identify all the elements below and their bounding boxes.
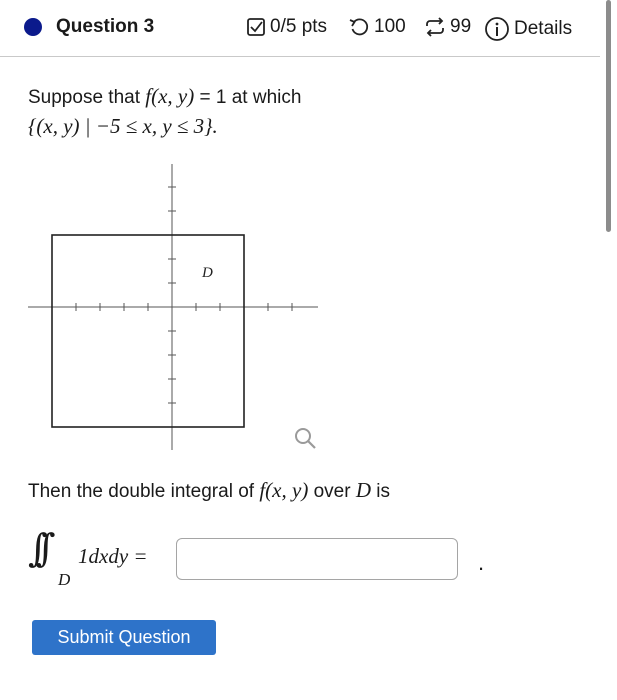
score-text: 0/5 pts <box>270 16 328 37</box>
then-region: D <box>355 478 372 502</box>
integral-prompt <box>28 478 390 503</box>
trailing-period: . <box>478 550 485 575</box>
statement-fxy: f(x, y) <box>145 84 195 108</box>
attempts-text: 99 <box>450 16 472 37</box>
statement-prefix: Suppose that <box>28 87 140 108</box>
question-title: Question 3 <box>56 16 155 37</box>
attempts-indicator <box>424 16 471 38</box>
checkbox-icon <box>246 17 266 37</box>
then-suffix: is <box>376 481 391 502</box>
retries-text: 100 <box>374 16 406 37</box>
double-integral-sign: ∫∫ <box>28 526 44 570</box>
submit-question-button[interactable]: Submit Question <box>32 620 216 655</box>
integral-subscript: D <box>58 570 71 589</box>
then-middle: over <box>313 481 351 502</box>
answer-input[interactable] <box>176 538 458 580</box>
statement-middle: = 1 at which <box>194 87 302 108</box>
integrand: 1dxdy = <box>78 544 148 568</box>
then-prefix: Then the double integral of <box>28 481 255 502</box>
undo-icon <box>348 17 370 37</box>
region-rectangle <box>52 235 244 427</box>
score-indicator <box>246 16 327 38</box>
region-label: D <box>202 265 213 281</box>
zoom-icon[interactable] <box>296 429 315 448</box>
repeat-icon <box>424 17 446 37</box>
scrollbar[interactable] <box>606 0 611 232</box>
details-button[interactable] <box>484 16 572 42</box>
details-label: Details <box>514 18 573 39</box>
question-status-dot <box>24 18 42 36</box>
statement-line-1 <box>28 82 301 112</box>
problem-statement <box>28 82 301 142</box>
question-header <box>0 0 600 57</box>
then-fxy: f(x, y) <box>259 478 309 502</box>
region-graph <box>0 150 340 460</box>
region-set: {(x, y) | −5 ≤ x, y ≤ 3}. <box>28 114 218 138</box>
info-icon <box>484 16 510 42</box>
retries-indicator <box>348 16 406 38</box>
statement-line-2 <box>28 112 301 142</box>
